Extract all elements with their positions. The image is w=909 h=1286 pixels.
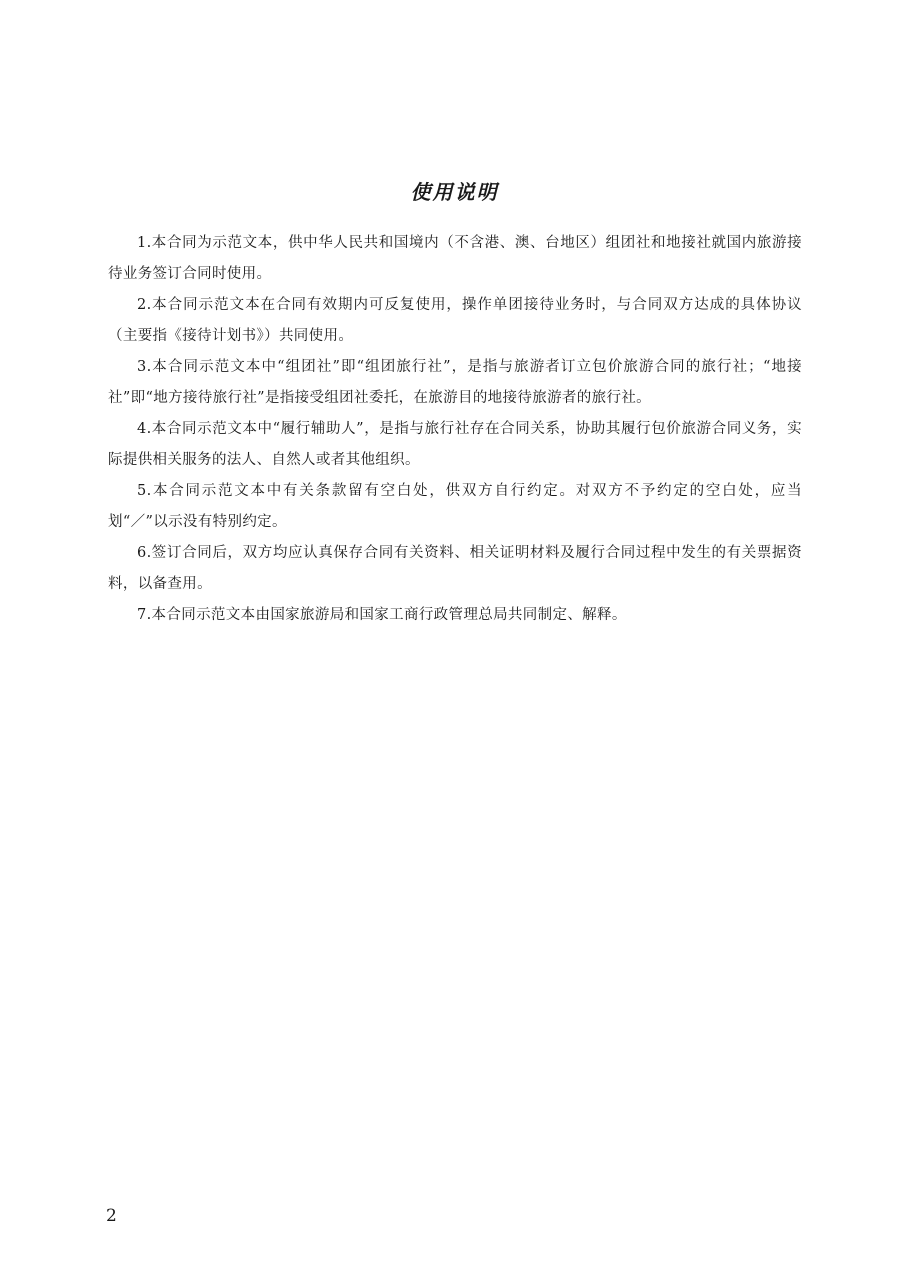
clause-1: 1.本合同为示范文本，供中华人民共和国境内（不含港、澳、台地区）组团社和地接社就国内旅游接待业务签订合同时使用。	[108, 235, 802, 282]
clause-5: 5.本合同示范文本中有关条款留有空白处，供双方自行约定。对双方不予约定的空白处，应当划“／”以示没有特别约定。	[108, 483, 802, 530]
clause-7: 7.本合同示范文本由国家旅游局和国家工商行政管理总局共同制定、解释。	[137, 607, 627, 623]
clause-6: 6.签订合同后，双方均应认真保存合同有关资料、相关证明材料及履行合同过程中发生的有关票据资料，以备查用。	[108, 545, 802, 592]
clause-3: 3.本合同示范文本中“组团社”即“组团旅行社”，是指与旅游者订立包价旅游合同的旅行社；“地接社”即“地方接待旅行社”是指接受组团社委托，在旅游目的地接待旅游者的旅行社。	[108, 359, 802, 406]
clause-2: 2.本合同示范文本在合同有效期内可反复使用，操作单团接待业务时，与合同双方达成的具体协议（主要指《接待计划书》）共同使用。	[108, 297, 802, 344]
page-title: 使用说明	[410, 180, 499, 204]
clause-4: 4.本合同示范文本中“履行辅助人”，是指与旅行社存在合同关系，协助其履行包价旅游合同义务，实际提供相关服务的法人、自然人或者其他组织。	[108, 421, 802, 468]
clause-list	[108, 228, 802, 632]
page-number: 2	[106, 1206, 117, 1226]
